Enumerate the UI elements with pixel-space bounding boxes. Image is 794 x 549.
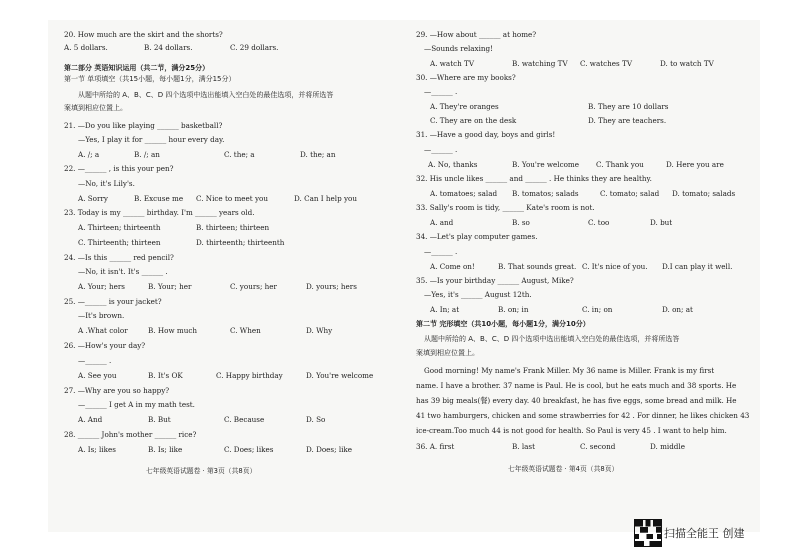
page-footer: 七年级英语试题卷 · 第4页（共8页） [508,465,619,473]
option: A. They're oranges [430,102,499,111]
option: B. They are 10 dollars [588,102,669,111]
question-24: 24. —Is this ______ red pencil? [64,253,174,262]
qr-code-icon [634,519,662,547]
option: B. on; in [498,305,529,314]
option: A. and [430,218,454,227]
option: C. It's nice of you. [582,262,648,271]
instructions: 从题中所给的 A、B、C、D 四个选项中选出能填入空白处的最佳选项，并将所选答 [78,91,334,99]
option: C. Happy birthday [216,371,283,380]
instructions-cont: 案填到相应位置上。 [64,104,127,112]
option: B. tomatos; salads [512,189,579,198]
option: D. but [650,218,673,227]
option: D. So [306,415,326,424]
option: D. Does; like [306,445,353,454]
question-27: 27. —Why are you so happy? [64,386,170,395]
option: D. the; an [300,150,336,159]
option: A. See you [78,371,117,380]
option: C. Thank you [596,160,644,169]
option: A. Your; hers [78,282,125,291]
option: C. yours; her [230,282,277,291]
option: D. You're welcome [306,371,374,380]
option: C. the; a [224,150,255,159]
instructions: 从题中所给的 A、B、C、D 四个选项中选出能填入空白处的最佳选项，并将所选答 [424,335,680,343]
option: C. When [230,326,261,335]
option: D. Why [306,326,333,335]
question-33: 33. Sally's room is tidy, ______ Kate's room is not. [416,203,595,212]
option: D. They are teachers. [588,116,667,125]
option: B. Your; her [148,282,192,291]
option: D.I can play it well. [662,262,733,271]
question-22: 22. —______ , is this your pen? [64,164,174,173]
option: B. last [512,442,536,451]
option: C. in; on [582,305,613,314]
option: A. 5 dollars. [64,43,108,52]
option: B. so [512,218,530,227]
option: A. Come on! [430,262,475,271]
option: C. watches TV [580,59,633,68]
option: A. tomatoes; salad [430,189,498,198]
passage-line: ice-cream.Too much 44 is not good for health. So Paul is very 45 . I want to help him. [416,426,727,435]
option: C. Because [224,415,265,424]
option: B. You're welcome [512,160,580,169]
section-heading: 第二部分 英语知识运用（共二节，满分25分） [64,64,210,72]
question-32: 32. His uncle likes ______ and ______ . He thinks they are healthy. [416,174,652,183]
option: B. Is; like [148,445,183,454]
option: B. thirteen; thirteen [196,223,270,232]
option: B. Excuse me [134,194,184,203]
option: A .What color [78,326,128,335]
option: D. thirteenth; thirteenth [196,238,285,247]
option: A. And [78,415,103,424]
instructions-cont: 案填到相应位置上。 [416,349,479,357]
passage-line: has 39 big meals(餐) every day. 40 breakfast, he has five eggs, some bread and milk. He [416,396,737,405]
option: B. But [148,415,171,424]
question-20: 20. How much are the skirt and the shorts? [64,30,223,39]
option: D. Can I help you [294,194,357,203]
option: B. It's OK [148,371,183,380]
subsection-heading: 第一节 单项填空（共15小题，每小题1分，满分15分） [64,75,236,83]
option: A. No, thanks [428,160,478,169]
option: C. second [580,442,616,451]
option: D. middle [650,442,685,451]
page-footer: 七年级英语试题卷 · 第3页（共8页） [146,467,257,475]
question-26-reply: —______ . [78,356,112,365]
option: B. That sounds great. [498,262,577,271]
passage-line: name. I have a brother. 37 name is Paul. He is cool, but he eats much and 38 sports. He [416,381,737,390]
exam-sheet [48,20,760,532]
option: C. 29 dollars. [230,43,279,52]
question-23: 23. Today is my ______ birthday. I'm ______ years old. [64,208,255,217]
question-21-reply: —Yes, I play it for ______ hour every day. [78,135,225,144]
question-30: 30. —Where are my books? [416,73,516,82]
scanner-watermark: 扫描全能王 创建 [664,527,745,540]
option: C. Thirteenth; thirteen [78,238,161,247]
question-28: 28. ______ John's mother ______ rice? [64,430,197,439]
question-25: 25. —______ is your jacket? [64,297,162,306]
option: D. yours; hers [306,282,357,291]
option: A. In; at [430,305,460,314]
subsection-heading: 第二节 完形填空（共10小题，每小题1分，满分10分） [416,320,590,328]
option: B. /; an [134,150,160,159]
question-26: 26. —How's your day? [64,341,146,350]
option: A. watch TV [430,59,475,68]
option: D. to watch TV [660,59,714,68]
option: B. 24 dollars. [144,43,193,52]
question-35: 35. —Is your birthday ______ August, Mike? [416,276,574,285]
option: B. How much [148,326,197,335]
option: A. /; a [78,150,100,159]
question-24-reply: —No, it isn't. It's ______ . [78,267,168,276]
option: A. Is; likes [78,445,116,454]
question-29: 29. —How about ______ at home? [416,30,537,39]
question-22-reply: —No, it's Lily's. [78,179,135,188]
question-25-reply: —It's brown. [78,311,125,320]
question-29-reply: —Sounds relaxing! [424,44,494,53]
option: C. Nice to meet you [196,194,268,203]
option: C. too [588,218,610,227]
question-34: 34. —Let's play computer games. [416,232,538,241]
option: A. Sorry [78,194,108,203]
option: D. on; at [662,305,693,314]
question-34-reply: —______ . [424,247,458,256]
option: A. Thirteen; thirteenth [78,223,161,232]
option: C. tomato; salad [600,189,660,198]
question-30-reply: —______ . [424,87,458,96]
option: C. Does; likes [224,445,274,454]
question-31: 31. —Have a good day, boys and girls! [416,130,556,139]
passage-line: 41 two hamburgers, chicken and some strawberries for 42 . For dinner, he likes chicken 43 [416,411,750,420]
question-35-reply: —Yes, it's ______ August 12th. [424,290,532,299]
option: D. tomato; salads [672,189,736,198]
option: C. They are on the desk [430,116,517,125]
option: D. Here you are [666,160,724,169]
passage-line: Good morning! My name's Frank Miller. My 36 name is Miller. Frank is my first [424,366,715,375]
question-27-reply: —______ I get A in my math test. [78,400,195,409]
option: B. watching TV [512,59,568,68]
option: 36. A. first [416,442,455,451]
question-21: 21. —Do you like playing ______ basketball? [64,121,223,130]
question-31-reply: —______ . [424,145,458,154]
